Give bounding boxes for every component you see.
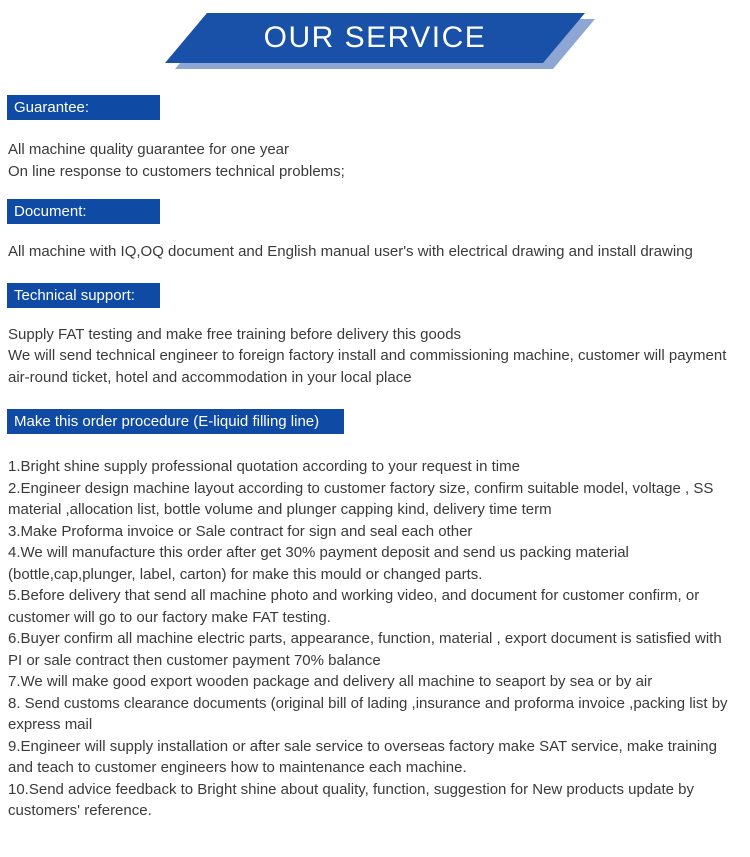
banner xyxy=(0,13,750,63)
procedure-step-2: 2.Engineer design machine layout according to customer factory size, confirm suitable model, voltage , SS material ,allocation list, bottle volume and plunger capping kind, delivery time term xyxy=(8,479,714,518)
section-heading-technical-support-label: Technical support: xyxy=(14,286,135,304)
procedure-step-9: 9.Engineer will supply installation or after sale service to overseas factory make SAT service, make training and teach to customer engineers how to maintenance each machine. xyxy=(8,737,717,776)
section-heading-document-label: Document: xyxy=(14,203,87,220)
section-heading-technical-support xyxy=(7,283,160,308)
procedure-step-10: 10.Send advice feedback to Bright shine about quality, function, suggestion for New products update by customers' reference. xyxy=(8,780,694,819)
section-heading-order-procedure-label: Make this order procedure (E-liquid filling line) xyxy=(14,413,320,430)
procedure-step-4: 4.We will manufacture this order after get 30% payment deposit and send us packing material (bottle,cap,plunger, label, carton) for make this mould or changed parts. xyxy=(8,544,629,583)
procedure-step-1: 1.Bright shine supply professional quotation according to your request in time xyxy=(8,458,520,475)
section-heading-guarantee-label: Guarantee: xyxy=(14,99,90,116)
page-title: OUR SERVICE xyxy=(263,21,487,54)
procedure-step-7: 7.We will make good export wooden package and delivery all machine to seaport by sea or by air xyxy=(8,673,653,690)
section-body-guarantee xyxy=(0,139,750,182)
technical-support-line-2: We will send technical engineer to foreign factory install and commissioning machine, customer will payment air-round ticket, hotel and accommodation in your local place xyxy=(8,347,727,386)
guarantee-line-1: All machine quality guarantee for one year xyxy=(8,141,290,158)
section-heading-document xyxy=(7,199,160,224)
document-line-1: All machine with IQ,OQ document and English manual user's with electrical drawing and install drawing xyxy=(8,243,693,260)
procedure-step-5: 5.Before delivery that send all machine photo and working video, and document for customer confirm, or customer will go to our factory make FAT testing. xyxy=(8,587,700,626)
section-heading-order-procedure xyxy=(7,409,344,434)
technical-support-line-1: Supply FAT testing and make free training before delivery this goods xyxy=(8,325,462,343)
section-heading-guarantee xyxy=(7,95,160,120)
procedure-step-6: 6.Buyer confirm all machine electric parts, appearance, function, material , export document is satisfied with PI or sale contract then customer payment 70% balance xyxy=(8,630,722,669)
procedure-step-8: 8. Send customs clearance documents (original bill of lading ,insurance and proforma invoice ,packing list by express mail xyxy=(8,694,728,733)
section-body-order-procedure xyxy=(0,456,750,822)
section-body-document xyxy=(0,241,750,263)
section-body-technical-support xyxy=(0,324,750,389)
procedure-step-3: 3.Make Proforma invoice or Sale contract for sign and seal each other xyxy=(8,522,473,540)
guarantee-line-2: On line response to customers technical problems; xyxy=(8,162,345,180)
